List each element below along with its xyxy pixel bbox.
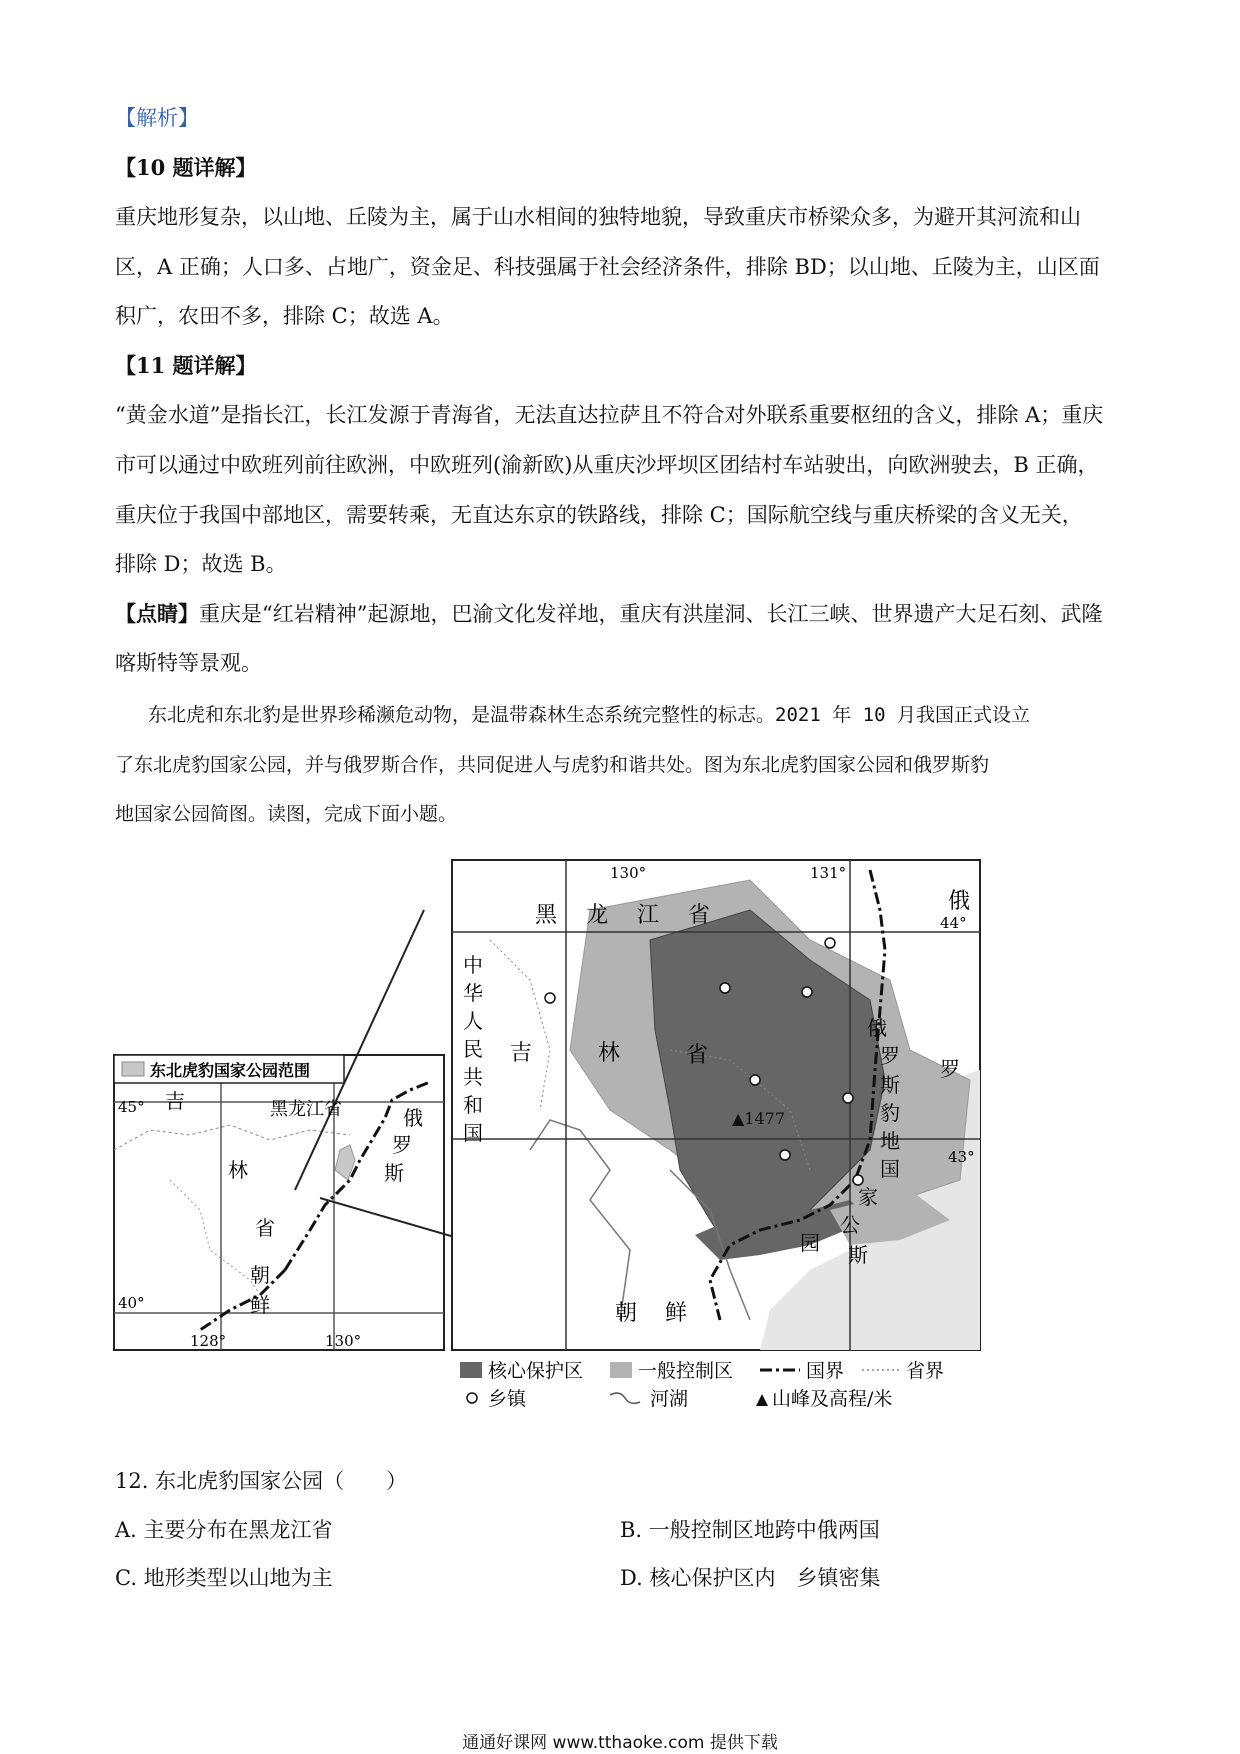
question-stem: 12. 东北虎豹国家公园（ ）: [115, 1469, 408, 1493]
intro-line-3: 地国家公园简图。读图，完成下面小题。: [115, 803, 458, 825]
main-lon131: 131°: [810, 864, 847, 882]
main-label-si: 斯: [848, 1243, 868, 1267]
rp-char-5: 地: [880, 1129, 900, 1153]
inset-label-ji: 吉: [165, 1089, 185, 1113]
rp-char-9: 园: [800, 1231, 820, 1255]
tip-label: 【点睛】: [115, 601, 199, 626]
legend-town: 乡镇: [488, 1388, 527, 1410]
park-map-figure: [110, 850, 990, 1420]
main-label-xian: 鲜: [665, 1301, 688, 1326]
q10-line-1: 重庆地形复杂，以山地、丘陵为主，属于山水相间的独特地貌，导致重庆市桥梁众多，为避开其河流和山: [115, 205, 1081, 229]
q11-line-2: 市可以通过中欧班列前往欧洲，中欧班列(渝新欧)从重庆沙坪坝区团结村车站驶出，向欧洲驶去，B 正确，: [115, 453, 1099, 477]
main-label-sheng-jl: 省: [686, 1043, 709, 1068]
inset-label-lin: 林: [228, 1158, 248, 1182]
footer-source: 通通好课网 www.tthaoke.com 提供下载: [462, 1733, 778, 1753]
intro-line-2: 了东北虎豹国家公园，并与俄罗斯合作，共同促进人与虎豹和谐共处。图为东北虎豹国家公园和俄罗斯豹: [115, 754, 990, 776]
main-label-hei: 黑: [535, 903, 558, 928]
main-label-sheng-hlj: 省: [688, 903, 711, 928]
main-label-e-top: 俄: [948, 889, 971, 914]
inset-label-xian: 鲜: [250, 1293, 270, 1317]
main-lat44: 44°: [940, 914, 967, 932]
main-label-long: 龙: [586, 903, 609, 928]
rp-char-2: 罗: [880, 1044, 900, 1068]
main-label-chao: 朝: [615, 1301, 638, 1326]
main-label-luo: 罗: [940, 1057, 960, 1081]
inset-label-chao: 朝: [250, 1263, 270, 1287]
q10-line-3: 积广，农田不多，排除 C；故选 A。: [115, 304, 454, 328]
q10-line-2: 区，A 正确；人口多、占地广，资金足、科技强属于社会经济条件，排除 BD；以山地、丘陵为主，山区面: [115, 255, 1100, 279]
main-lat43: 43°: [948, 1148, 975, 1166]
rp-char-3: 斯: [880, 1073, 900, 1097]
legend-general: 一般控制区: [638, 1360, 734, 1382]
legend-river: 河湖: [650, 1388, 689, 1410]
prc-char-1: 中: [463, 953, 483, 977]
option-b[interactable]: B. 一般控制区地跨中俄两国: [620, 1518, 880, 1542]
inset-lat40: 40°: [118, 1294, 145, 1312]
q11-line-3: 重庆位于我国中部地区，需要转乘，无直达东京的铁路线，排除 C；国际航空线与重庆桥梁的含义无关，: [115, 503, 1083, 527]
legend-peak: 山峰及高程/米: [772, 1388, 893, 1410]
rp-char-4: 豹: [880, 1101, 900, 1125]
q11-line-4: 排除 D；故选 B。: [115, 552, 287, 576]
inset-lon130: 130°: [325, 1332, 362, 1350]
legend-core: 核心保护区: [488, 1360, 584, 1382]
option-d[interactable]: D. 核心保护区内 乡镇密集: [620, 1566, 881, 1590]
intro-line-1: 东北虎和东北豹是世界珍稀濒危动物，是温带森林生态系统完整性的标志。2021 年 10 月我国正式设立: [148, 704, 1030, 726]
inset-legend-text: 东北虎豹国家公园范围: [150, 1061, 311, 1080]
inset-label-luo: 罗: [392, 1133, 412, 1157]
legend-province-border: 省界: [906, 1360, 945, 1382]
q11-line-1: “黄金水道”是指长江，长江发源于青海省，无法直达拉萨且不符合对外联系重要枢纽的含义，排除 A；重庆: [115, 403, 1104, 427]
prc-char-5: 共: [463, 1065, 483, 1089]
peak-label: ▲1477: [732, 1109, 786, 1128]
prc-char-3: 人: [463, 1009, 483, 1033]
legend-national-border: 国界: [806, 1360, 845, 1382]
q10-heading: 【10 题详解】: [115, 155, 257, 180]
main-label-lin: 林: [598, 1041, 621, 1066]
inset-label-si: 斯: [384, 1161, 404, 1185]
analysis-label: 【解析】: [115, 106, 199, 130]
q11-heading: 【11 题详解】: [115, 353, 257, 378]
prc-char-2: 华: [463, 981, 483, 1005]
inset-label-sheng: 省: [255, 1216, 275, 1240]
main-map: [452, 860, 980, 1350]
prc-char-7: 国: [463, 1121, 483, 1145]
tip-text-1: 重庆是“红岩精神”起源地，巴渝文化发祥地，重庆有洪崖洞、长江三峡、世界遗产大足石刻、武隆: [199, 602, 1103, 626]
inset-label-e: 俄: [403, 1106, 423, 1130]
prc-char-4: 民: [463, 1037, 483, 1061]
main-label-ji: 吉: [510, 1041, 533, 1066]
inset-label-heilongjiang: 黑龙江省: [270, 1099, 342, 1120]
rp-char-1: 俄: [867, 1016, 887, 1040]
prc-char-6: 和: [463, 1093, 483, 1117]
tip-line-2: 喀斯特等景观。: [115, 651, 262, 675]
option-c[interactable]: C. 地形类型以山地为主: [115, 1566, 333, 1590]
main-label-jiang: 江: [637, 903, 660, 928]
inset-lat45: 45°: [118, 1098, 145, 1116]
rp-char-8: 公: [840, 1213, 860, 1237]
rp-char-6: 国: [880, 1157, 900, 1181]
tip-line-1: [115, 599, 1135, 629]
inset-lon128: 128°: [190, 1332, 227, 1350]
option-a[interactable]: A. 主要分布在黑龙江省: [115, 1518, 333, 1542]
map-legend: [460, 1360, 944, 1410]
main-lon130: 130°: [610, 864, 647, 882]
rp-char-7: 家: [858, 1185, 878, 1209]
